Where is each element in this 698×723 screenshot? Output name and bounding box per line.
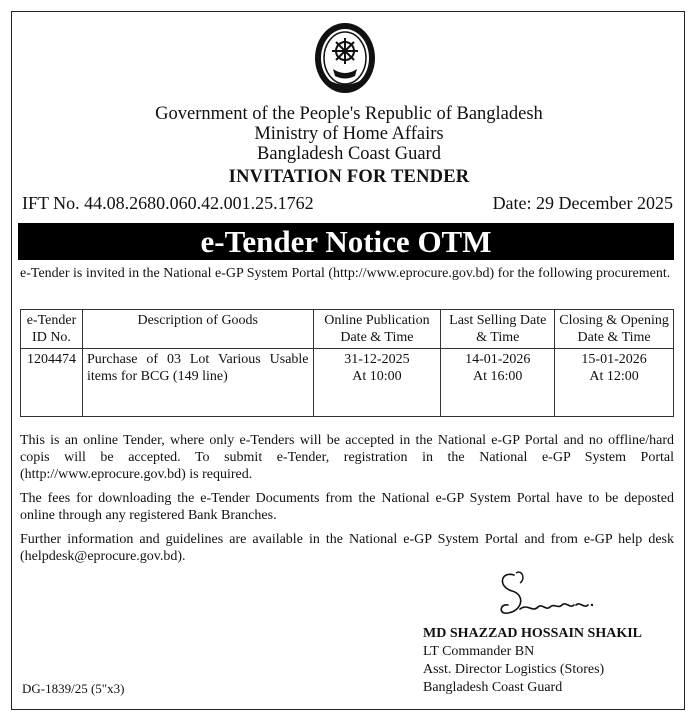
online-tender-paragraph: This is an online Tender, where only e-Tenders will be accepted in the National e-GP Portal and no offline/hard copis will be accepted. To submit e-Tender, registration in the National e-GP System Portal (http://www.eprocure.gov.bd) is required. [20,433,674,482]
ift-number: IFT No. 44.08.2680.060.42.001.25.1762 [22,193,314,213]
header-closing: Closing & Opening Date & Time [555,310,674,349]
handwritten-signature [492,565,612,625]
cell-publication [313,349,441,417]
last-selling-time: At 16:00 [473,369,523,384]
notice-title: INVITATION FOR TENDER [228,167,470,187]
publication-date: 31-12-2025 [344,352,410,367]
signatory-org: Bangladesh Coast Guard [423,680,563,695]
signatory-name: MD SHAZZAD HOSSAIN SHAKIL [423,626,642,641]
signatory-post: Asst. Director Logistics (Stores) [423,662,605,677]
cell-closing [555,349,674,417]
header-tender-id: e-Tender ID No. [21,310,83,349]
reference-number: DG-1839/25 (5"x3) [22,681,125,696]
organization-line: Bangladesh Coast Guard [257,144,441,164]
government-line: Government of the People's Republic of Bangladesh [155,104,543,124]
cell-description: Purchase of 03 Lot Various Usable items for BCG (149 line) [82,349,313,417]
cell-tender-id: 1204474 [21,349,83,417]
table-header-row [21,310,674,349]
tender-table [20,309,674,417]
last-selling-date: 14-01-2026 [465,352,531,367]
signatory-rank: LT Commander BN [423,644,535,659]
notice-date: Date: 29 December 2025 [492,193,673,213]
cell-last-selling [441,349,555,417]
ministry-line: Ministry of Home Affairs [254,124,444,144]
closing-date: 15-01-2026 [581,352,647,367]
header-last-selling: Last Selling Date & Time [441,310,555,349]
header-description: Description of Goods [82,310,313,349]
closing-time: At 12:00 [589,369,639,384]
tender-banner: e-Tender Notice OTM [18,223,674,260]
publication-time: At 10:00 [352,369,402,384]
coast-guard-emblem-icon [313,21,377,95]
header-publication: Online Publication Date & Time [313,310,441,349]
further-info-paragraph: Further information and guidelines are available in the National e-GP System Portal and from e-GP help desk (helpdesk@eprocure.gov.bd). [20,532,674,564]
fees-paragraph: The fees for downloading the e-Tender Documents from the National e-GP System Portal have to be deposted online through any registered Bank Branches. [20,491,674,523]
intro-paragraph: e-Tender is invited in the National e-GP System Portal (http://www.eprocure.gov.bd) for the following procurement. [20,266,671,281]
table-row [21,349,674,417]
